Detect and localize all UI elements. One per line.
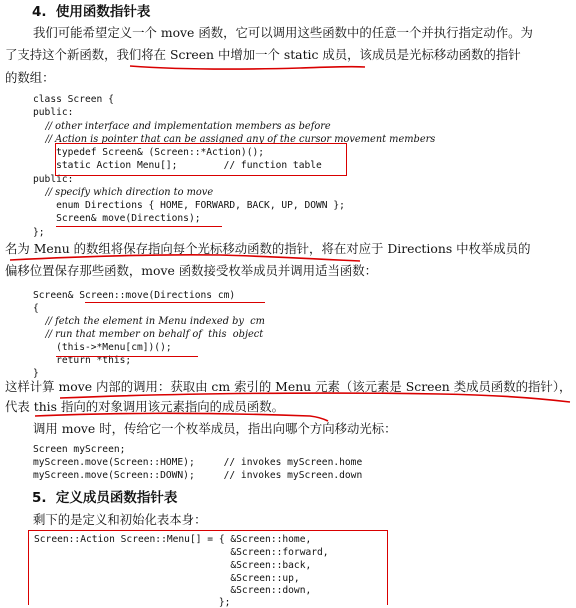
code-line: myScreen.move(Screen::DOWN); // invokes myScreen.down — [33, 470, 363, 481]
code-comment: // run that member on behalf of this object — [33, 329, 264, 340]
code-line: (this->*Menu[cm])(); — [33, 342, 172, 353]
annotation-box-menu-init — [28, 530, 388, 605]
annotation-stroke — [35, 413, 328, 421]
code-line: &Screen::down, — [34, 585, 312, 596]
code-comment: // Action is pointer that can be assigned any of the cursor movement members — [33, 134, 436, 145]
code-line: Screen myScreen; — [33, 444, 126, 455]
paragraph-line: 了支持这个新函数，我们将在 Screen 中增加一个 static 成员，该成员是光标移动函数的指针 — [5, 47, 521, 62]
code-line: } — [33, 368, 39, 379]
annotation-underline — [56, 226, 222, 227]
paragraph-line: 的数组： — [5, 70, 55, 85]
paragraph-line: 名为 Menu 的数组将保存指向每个光标移动函数的指针，将在对应于 Directions 中枚举成员的 — [5, 241, 531, 256]
paragraph-line: 我们可能希望定义一个 move 函数，它可以调用这些函数中的任意一个并执行指定动作。为 — [33, 25, 533, 40]
code-line: &Screen::up, — [34, 573, 300, 584]
paragraph-line: 剩下的是定义和初始化表本身： — [33, 512, 207, 527]
code-line: }; — [34, 597, 231, 608]
code-line: public: — [33, 107, 74, 118]
code-comment: // other interface and implementation members as before — [33, 121, 331, 132]
section-heading-4: 4. 使用函数指针表 — [32, 4, 151, 20]
annotation-underline — [85, 302, 265, 303]
code-line: &Screen::back, — [34, 560, 312, 571]
paragraph-line: 偏移位置保存那些函数，move 函数接受枚举成员并调用适当函数： — [5, 263, 378, 278]
code-line: }; — [33, 227, 45, 238]
code-comment: // specify which direction to move — [33, 187, 214, 198]
paragraph-line: 调用 move 时，传给它一个枚举成员，指出向哪个方向移动光标： — [33, 421, 397, 436]
code-line: { — [33, 303, 39, 314]
code-line: typedef Screen& (Screen::*Action)(); — [33, 147, 265, 158]
annotation-box-typedef — [55, 143, 347, 176]
annotation-stroke — [130, 66, 365, 69]
code-line: Screen::Action Screen::Menu[] = { &Screen::home, — [34, 534, 312, 545]
paragraph-line: 这样计算 move 内部的调用：获取由 cm 索引的 Menu 元素（该元素是 Screen 类成员函数的指针）， — [5, 379, 572, 394]
code-line: &Screen::forward, — [34, 547, 329, 558]
annotation-underline — [56, 356, 198, 357]
paragraph-line: 代表 this 指向的对象调用该元素指向的成员函数。 — [5, 399, 284, 414]
section-heading-5: 5. 定义成员函数指针表 — [32, 490, 178, 506]
code-line: class Screen { — [33, 94, 114, 105]
code-line: enum Directions { HOME, FORWARD, BACK, UP, DOWN }; — [33, 200, 345, 211]
code-line: return *this; — [33, 355, 132, 366]
code-comment: // fetch the element in Menu indexed by cm — [33, 316, 265, 327]
code-line: Screen& Screen::move(Directions cm) — [33, 290, 236, 301]
code-line: myScreen.move(Screen::HOME); // invokes myScreen.home — [33, 457, 363, 468]
code-line: static Action Menu[]; // function table — [33, 160, 322, 171]
code-line: public: — [33, 174, 74, 185]
code-line: Screen& move(Directions); — [33, 213, 201, 224]
